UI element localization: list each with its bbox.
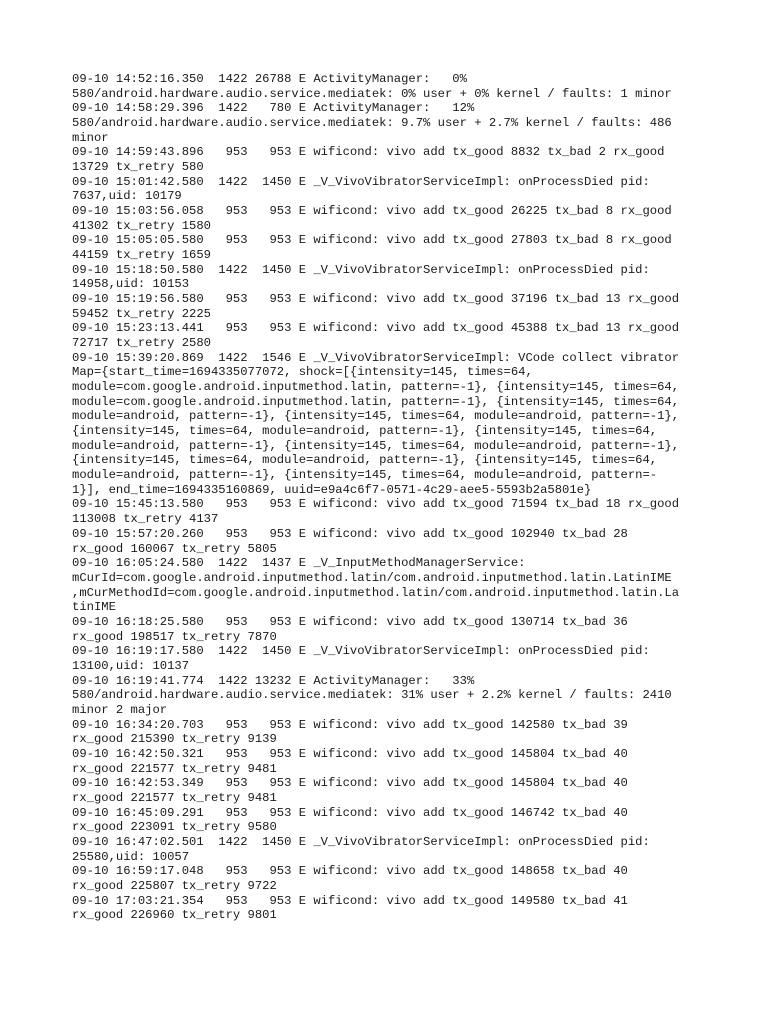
log-line: 09-10 15:01:42.580 1422 1450 E _V_VivoVibratorServiceImpl: onProcessDied pid:	[72, 174, 650, 189]
log-line: module=com.google.android.inputmethod.latin, pattern=-1}, {intensity=145, times=64,	[72, 380, 680, 395]
log-line: 44159 tx_retry 1659	[72, 248, 211, 263]
log-line: Map={start_time=1694335077072, shock=[{intensity=145, times=64,	[72, 365, 533, 380]
log-line: 09-10 16:05:24.580 1422 1437 E _V_InputMethodManagerService:	[72, 556, 526, 571]
log-line: 09-10 16:34:20.703 953 953 E wificond: vivo add tx_good 142580 tx_bad 39	[72, 717, 628, 732]
log-line: 09-10 16:45:09.291 953 953 E wificond: vivo add tx_good 146742 tx_bad 40	[72, 805, 628, 820]
log-line: {intensity=145, times=64, module=android, pattern=-1}, {intensity=145, times=64,	[72, 453, 658, 468]
log-line: 09-10 16:19:41.774 1422 13232 E ActivityManager: 33%	[72, 673, 475, 688]
log-line: 09-10 15:05:05.580 953 953 E wificond: vivo add tx_good 27803 tx_bad 8 rx_good	[72, 233, 672, 248]
log-line: minor 2 major	[72, 702, 168, 717]
log-line: rx_good 198517 tx_retry 7870	[72, 629, 277, 644]
log-line: 59452 tx_retry 2225	[72, 306, 211, 321]
log-line: 09-10 15:57:20.260 953 953 E wificond: vivo add tx_good 102940 tx_bad 28	[72, 526, 628, 541]
log-line: 13100,uid: 10137	[72, 658, 190, 673]
log-line: {intensity=145, times=64, module=android, pattern=-1}, {intensity=145, times=64,	[72, 424, 658, 439]
log-line: 09-10 16:42:50.321 953 953 E wificond: vivo add tx_good 145804 tx_bad 40	[72, 746, 628, 761]
log-line: 09-10 15:23:13.441 953 953 E wificond: vivo add tx_good 45388 tx_bad 13 rx_good	[72, 321, 680, 336]
log-line: 14958,uid: 10153	[72, 277, 190, 292]
log-line: 09-10 16:47:02.501 1422 1450 E _V_VivoVibratorServiceImpl: onProcessDied pid:	[72, 834, 650, 849]
log-line: rx_good 225807 tx_retry 9722	[72, 878, 277, 893]
log-line: 7637,uid: 10179	[72, 189, 182, 204]
log-line: 580/android.hardware.audio.service.mediatek: 9.7% user + 2.7% kernel / faults: 486	[72, 116, 672, 131]
log-line: 09-10 16:42:53.349 953 953 E wificond: vivo add tx_good 145804 tx_bad 40	[72, 776, 628, 791]
log-text-block	[72, 72, 702, 923]
log-line: 25580,uid: 10057	[72, 849, 190, 864]
log-line: module=com.google.android.inputmethod.latin, pattern=-1}, {intensity=145, times=64,	[72, 394, 680, 409]
log-line: 09-10 14:59:43.896 953 953 E wificond: vivo add tx_good 8832 tx_bad 2 rx_good	[72, 145, 665, 160]
log-line: tinIME	[72, 600, 116, 615]
log-line: 09-10 16:59:17.048 953 953 E wificond: vivo add tx_good 148658 tx_bad 40	[72, 864, 628, 879]
log-line: minor	[72, 130, 109, 145]
log-line: 09-10 15:45:13.580 953 953 E wificond: vivo add tx_good 71594 tx_bad 18 rx_good	[72, 497, 680, 512]
log-line: rx_good 215390 tx_retry 9139	[72, 732, 277, 747]
log-line: rx_good 221577 tx_retry 9481	[72, 790, 277, 805]
log-line: 09-10 15:19:56.580 953 953 E wificond: vivo add tx_good 37196 tx_bad 13 rx_good	[72, 292, 680, 307]
log-line: module=android, pattern=-1}, {intensity=145, times=64, module=android, pattern=-	[72, 468, 658, 483]
log-line: 113008 tx_retry 4137	[72, 512, 219, 527]
log-line: 09-10 15:39:20.869 1422 1546 E _V_VivoVibratorServiceImpl: VCode collect vibrator	[72, 350, 680, 365]
log-line: 1}], end_time=1694335160869, uuid=e9a4c6f7-0571-4c29-aee5-5593b2a5801e}	[72, 482, 592, 497]
log-line: 13729 tx_retry 580	[72, 160, 204, 175]
log-line: module=android, pattern=-1}, {intensity=145, times=64, module=android, pattern=-1},	[72, 438, 680, 453]
log-line: 09-10 16:19:17.580 1422 1450 E _V_VivoVibratorServiceImpl: onProcessDied pid:	[72, 644, 650, 659]
log-line: 09-10 15:03:56.058 953 953 E wificond: vivo add tx_good 26225 tx_bad 8 rx_good	[72, 204, 672, 219]
log-line: 580/android.hardware.audio.service.mediatek: 31% user + 2.2% kernel / faults: 2410	[72, 688, 672, 703]
log-line: ,mCurMethodId=com.google.android.inputmethod.latin/com.android.inputmethod.latin.La	[72, 585, 680, 600]
log-line: 41302 tx_retry 1580	[72, 218, 211, 233]
log-line: rx_good 221577 tx_retry 9481	[72, 761, 277, 776]
log-line: 72717 tx_retry 2580	[72, 336, 211, 351]
log-line: rx_good 223091 tx_retry 9580	[72, 820, 277, 835]
log-line: 09-10 17:03:21.354 953 953 E wificond: vivo add tx_good 149580 tx_bad 41	[72, 893, 628, 908]
log-line: 09-10 14:58:29.396 1422 780 E ActivityManager: 12%	[72, 101, 475, 116]
log-line: rx_good 160067 tx_retry 5805	[72, 541, 277, 556]
log-line: mCurId=com.google.android.inputmethod.latin/com.android.inputmethod.latin.LatinIME	[72, 570, 672, 585]
log-line: 09-10 16:18:25.580 953 953 E wificond: vivo add tx_good 130714 tx_bad 36	[72, 614, 628, 629]
log-line: module=android, pattern=-1}, {intensity=145, times=64, module=android, pattern=-1},	[72, 409, 680, 424]
log-line: 580/android.hardware.audio.service.mediatek: 0% user + 0% kernel / faults: 1 minor	[72, 86, 672, 101]
log-line: rx_good 226960 tx_retry 9801	[72, 908, 277, 923]
log-line: 09-10 14:52:16.350 1422 26788 E ActivityManager: 0%	[72, 72, 467, 86]
log-line: 09-10 15:18:50.580 1422 1450 E _V_VivoVibratorServiceImpl: onProcessDied pid:	[72, 262, 650, 277]
